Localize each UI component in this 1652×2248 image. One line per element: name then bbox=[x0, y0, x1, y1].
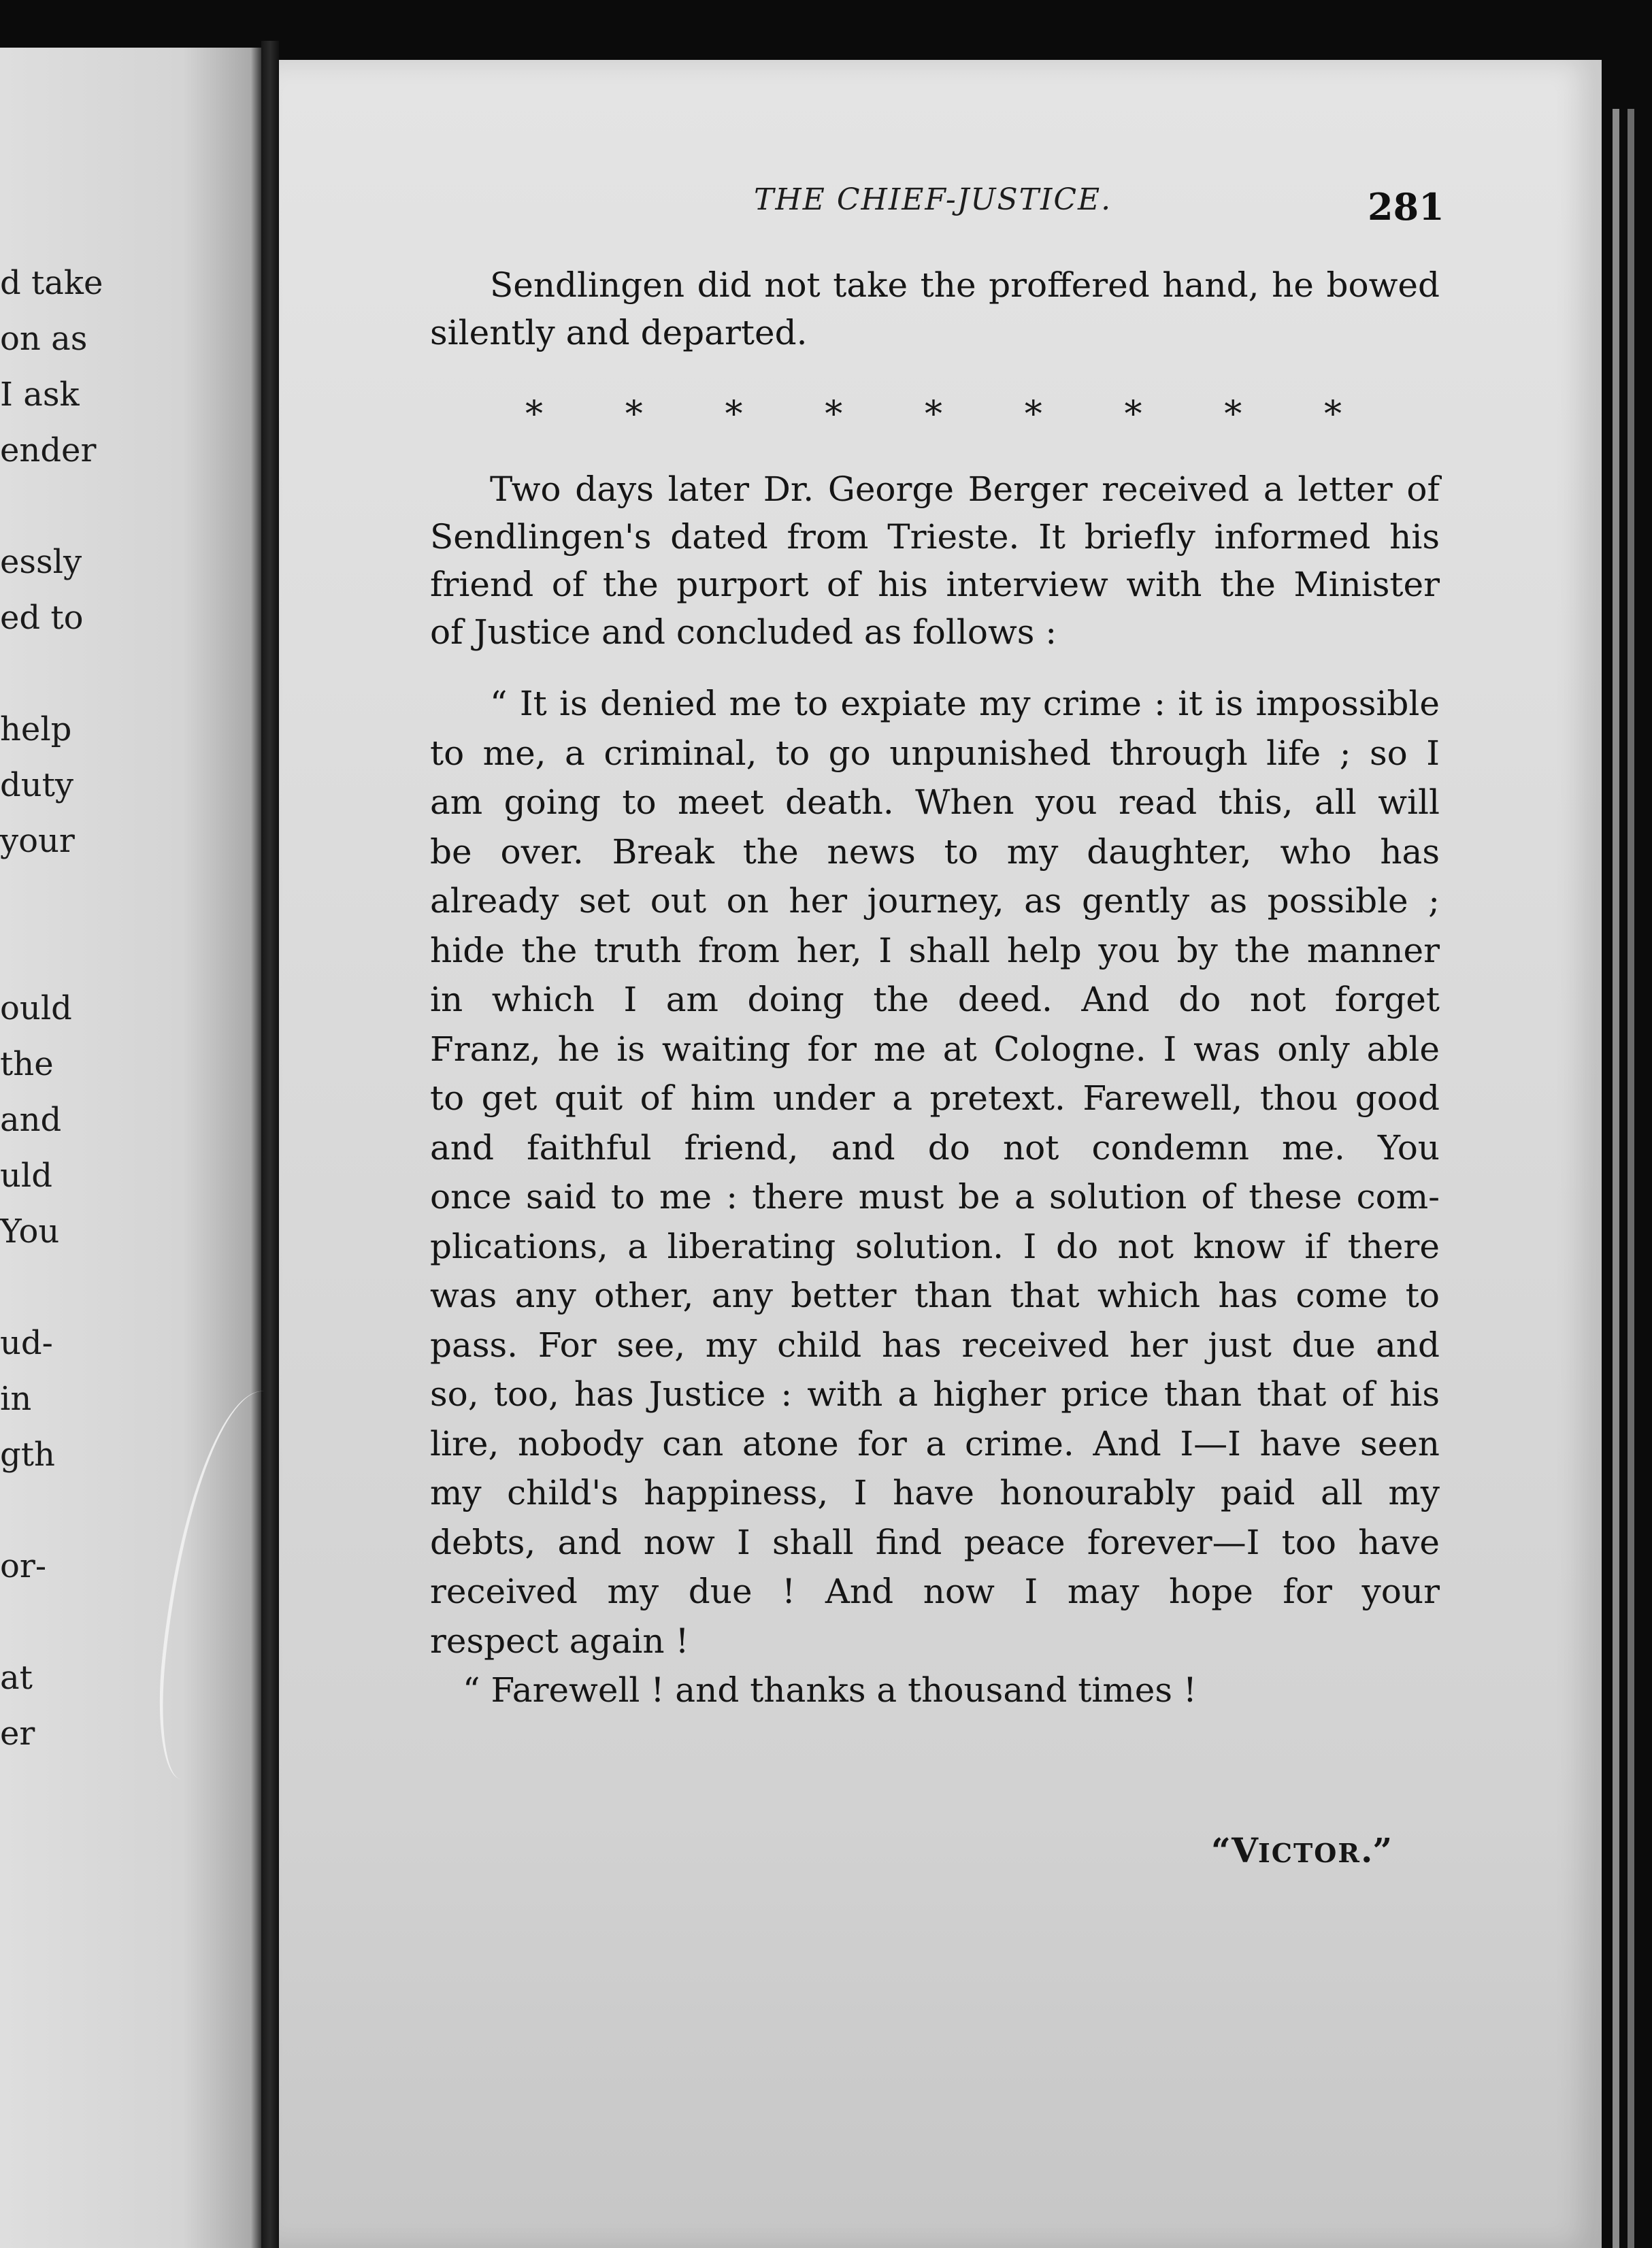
left-fragment: help bbox=[0, 710, 72, 748]
left-fragment: ender bbox=[0, 431, 97, 469]
letter-line: be over. Break the news to my daughter, who has bbox=[430, 831, 1440, 872]
letter-line: already set out on her journey, as gently as possible ; bbox=[430, 881, 1440, 921]
left-fragment: or- bbox=[0, 1547, 47, 1585]
letter-line: lire, nobody can atone for a crime. And I—I have seen bbox=[430, 1423, 1440, 1464]
separator-star: * bbox=[525, 394, 543, 435]
signature-initial: V bbox=[1232, 1830, 1258, 1870]
letter-line: respect again ! bbox=[430, 1621, 689, 1661]
paragraph bbox=[430, 465, 1440, 656]
left-fragment: uld bbox=[0, 1157, 52, 1195]
left-fragment: ed to bbox=[0, 599, 84, 637]
left-fragment: essly bbox=[0, 543, 82, 581]
left-fragment: on as bbox=[0, 320, 88, 358]
page-edge bbox=[1613, 109, 1619, 2248]
separator-star: * bbox=[1024, 394, 1042, 435]
left-fragment: the bbox=[0, 1045, 54, 1083]
letter-line: pass. For see, my child has received her just due and bbox=[430, 1325, 1440, 1365]
left-fragment: d take bbox=[0, 264, 103, 302]
left-fragment: in bbox=[0, 1380, 32, 1418]
left-fragment: your bbox=[0, 822, 75, 860]
letter-line: my child's happiness, I have honourably paid all my bbox=[430, 1473, 1440, 1513]
left-fragment: duty bbox=[0, 766, 74, 804]
left-fragment: at bbox=[0, 1659, 33, 1697]
letter-line: “ It is denied me to expiate my crime : it is impossible bbox=[490, 684, 1440, 723]
left-fragment: gth bbox=[0, 1436, 55, 1474]
separator-star: * bbox=[925, 394, 942, 435]
page-number: 281 bbox=[1368, 185, 1444, 229]
letter-line: in which I am doing the deed. And do not forget bbox=[430, 980, 1440, 1019]
signature-open-quote: “ bbox=[1211, 1830, 1232, 1870]
text-line: of Justice and concluded as follows : bbox=[430, 612, 1057, 652]
left-page bbox=[0, 48, 261, 2248]
running-head: THE CHIEF-JUSTICE. bbox=[754, 182, 1112, 217]
text-line: silently and departed. bbox=[430, 313, 808, 352]
letter-line: to get quit of him under a pretext. Farewell, thou good bbox=[430, 1078, 1440, 1118]
left-fragment: I ask bbox=[0, 376, 80, 414]
signature-small-caps: ICTOR bbox=[1257, 1838, 1361, 1868]
page-edge bbox=[1628, 109, 1634, 2248]
closing-line: “ Farewell ! and thanks a thousand times ! bbox=[463, 1670, 1197, 1710]
separator-star: * bbox=[625, 394, 643, 435]
separator-star: * bbox=[1224, 394, 1242, 435]
letter-line: debts, and now I shall find peace forever—I too have bbox=[430, 1522, 1440, 1562]
quoted-letter bbox=[430, 679, 1440, 1715]
separator-star: * bbox=[725, 394, 743, 435]
separator-star: * bbox=[1324, 394, 1342, 435]
separator-star: * bbox=[1124, 394, 1142, 435]
letter-line: so, too, has Justice : with a higher price than that of his bbox=[430, 1374, 1440, 1414]
letter-line: plications, a liberating solution. I do not know if there bbox=[430, 1226, 1440, 1266]
book-spine bbox=[261, 41, 279, 2248]
text-line: Two days later Dr. George Berger received a letter of bbox=[490, 469, 1440, 509]
page-body bbox=[430, 261, 1440, 1715]
letter-line: once said to me : there must be a solution of these com- bbox=[430, 1177, 1440, 1217]
signature bbox=[1211, 1830, 1392, 1870]
left-fragment: er bbox=[0, 1715, 35, 1753]
left-fragment: and bbox=[0, 1101, 62, 1139]
letter-line: hide the truth from her, I shall help you by the manner bbox=[430, 930, 1440, 970]
letter-line: and faithful friend, and do not condemn me. You bbox=[430, 1127, 1440, 1168]
separator-star: * bbox=[825, 394, 843, 435]
text-line: Sendlingen's dated from Trieste. It briefly informed his bbox=[430, 517, 1440, 557]
text-line: friend of the purport of his interview with the Minister bbox=[430, 565, 1440, 604]
left-fragment: ud- bbox=[0, 1324, 53, 1362]
letter-line: Franz, he is waiting for me at Cologne. I was only able bbox=[430, 1029, 1440, 1069]
letter-line: was any other, any better than that which has come to bbox=[430, 1276, 1440, 1315]
section-separator bbox=[525, 391, 1342, 438]
letter-line: am going to meet death. When you read this, all will bbox=[430, 782, 1440, 822]
letter-line: received my due ! And now I may hope for your bbox=[430, 1572, 1440, 1611]
left-fragment: You bbox=[0, 1212, 60, 1251]
left-fragment: ould bbox=[0, 989, 72, 1027]
text-line: Sendlingen did not take the proffered hand, he bowed bbox=[490, 265, 1440, 305]
signature-close-quote: .” bbox=[1360, 1830, 1393, 1870]
letter-line: to me, a criminal, to go unpunished through life ; so I bbox=[430, 733, 1440, 773]
